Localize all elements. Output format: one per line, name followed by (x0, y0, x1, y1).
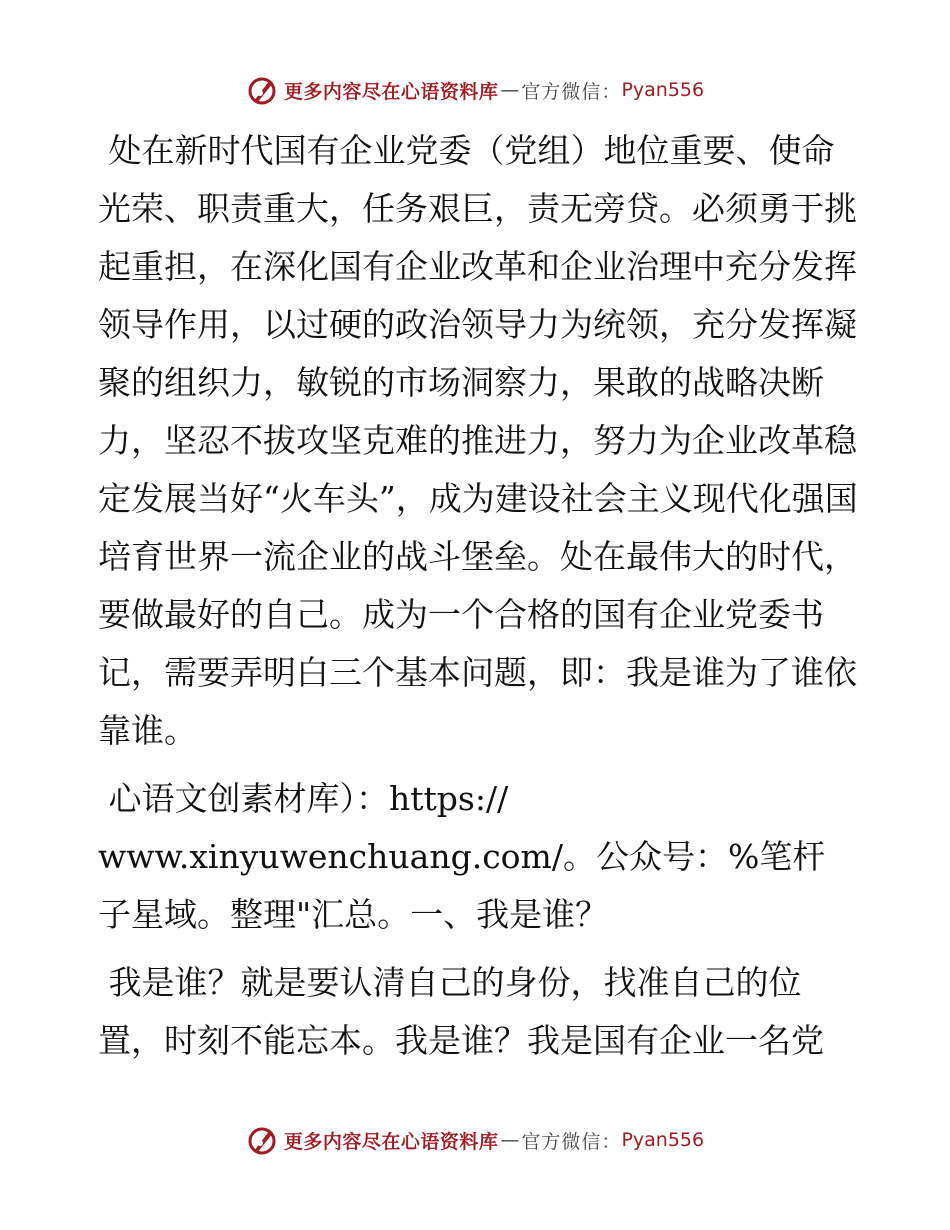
header-banner (0, 70, 950, 110)
pen-circle-logo-icon (246, 1124, 278, 1156)
banner-text: 更多内容尽在心语资料库 (283, 80, 499, 103)
banner-text: 更多内容尽在心语资料库 (283, 1130, 499, 1153)
footer-banner (0, 1120, 950, 1160)
banner-wechat-id: Pyan556 (621, 79, 705, 101)
banner-wechat-label: 官方微信： (521, 80, 622, 103)
paragraph-intro: 处在新时代国有企业党委（党组）地位重要、使命光荣、职责重大，任务艰巨，责无旁贷。必须勇于挑起重担，在深化国有企业改革和企业治理中充分发挥领导作用，以过硬的政治领导力为统领，充分发挥凝聚的组织力，敏锐的市场洞察力，果敢的战略决断力，坚忍不拔攻坚克难的推进力，努力为企业改革稳定发展当好“火车头”，成为建设社会主义现代化强国培育世界一流企业的战斗堡垒。处在最伟大的时代，要做最好的自己。成为一个合格的国有企业党委书记，需要弄明白三个基本问题，即：我是谁为了谁依靠谁。 (98, 131, 858, 750)
banner-dash: — (500, 1129, 520, 1151)
pen-circle-logo-icon (246, 74, 278, 106)
banner-dash: — (500, 79, 520, 101)
document-body (98, 122, 858, 1070)
paragraph-source: 心语文创素材库）：https:// www.xinyuwenchuang.com/。公众号：%笔杆子星域。整理"汇总。一、我是谁？ (98, 779, 826, 934)
banner-wechat-label: 官方微信： (521, 1130, 622, 1153)
paragraph-who-am-i: 我是谁？就是要认清自己的身份，找准自己的位置，时刻不能忘本。我是谁？我是国有企业一名党 (98, 963, 824, 1060)
banner-wechat-id: Pyan556 (621, 1129, 705, 1151)
